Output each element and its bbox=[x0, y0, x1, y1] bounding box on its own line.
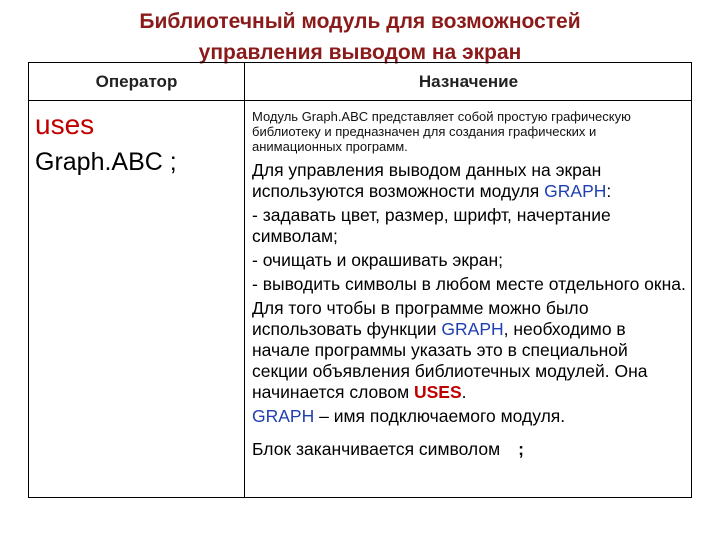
end-text: Блок заканчивается символом bbox=[252, 439, 501, 459]
purpose-cell bbox=[252, 109, 688, 463]
p3-text: – имя подключаемого модуля. bbox=[314, 406, 566, 426]
paragraph-3 bbox=[252, 406, 688, 427]
p2-graph: GRAPH bbox=[441, 319, 504, 339]
slide-title bbox=[0, 6, 720, 68]
list-item-2: - очищать и окрашивать экран; bbox=[252, 250, 503, 270]
operator-module: Graph.ABC ; bbox=[35, 148, 177, 176]
list-item-1: - задавать цвет, размер, шрифт, начертание символам; bbox=[252, 205, 611, 246]
column-divider bbox=[244, 63, 245, 497]
paragraph-1 bbox=[252, 160, 688, 202]
header-purpose: Назначение bbox=[418, 72, 519, 91]
intro-text: Модуль Graph.ABC представляет собой простую графическую библиотеку и предназначен для создания графических и анимационных программ. bbox=[252, 109, 631, 154]
paragraph-2 bbox=[252, 298, 688, 403]
p2-text-2: , необходимо в начале программы указать это в специальной секции объявления библиотечных модулей. Она начинается словом bbox=[252, 319, 648, 402]
p3-graph: GRAPH bbox=[252, 406, 315, 426]
end-symbol: ; bbox=[518, 439, 524, 459]
p1-graph: GRAPH bbox=[544, 181, 607, 201]
info-table bbox=[28, 62, 692, 498]
list-item-3: - выводить символы в любом месте отдельного окна. bbox=[252, 274, 686, 294]
header-operator: Оператор bbox=[95, 72, 178, 91]
paragraph-end bbox=[252, 439, 688, 460]
p1-end: : bbox=[606, 181, 612, 201]
operator-cell bbox=[35, 109, 177, 179]
title-line-2: управления выводом на экран bbox=[198, 41, 522, 64]
title-line-1: Библиотечный модуль для возможностей bbox=[139, 10, 581, 33]
purpose-body bbox=[252, 160, 688, 460]
p1-text: Для управления выводом данных на экран используются возможности модуля bbox=[252, 160, 602, 201]
p2-text-1: Для того чтобы в программе можно было использовать функции bbox=[252, 298, 589, 339]
p2-end: . bbox=[461, 382, 467, 402]
operator-keyword: uses bbox=[35, 109, 95, 140]
p2-uses: USES bbox=[413, 382, 462, 402]
